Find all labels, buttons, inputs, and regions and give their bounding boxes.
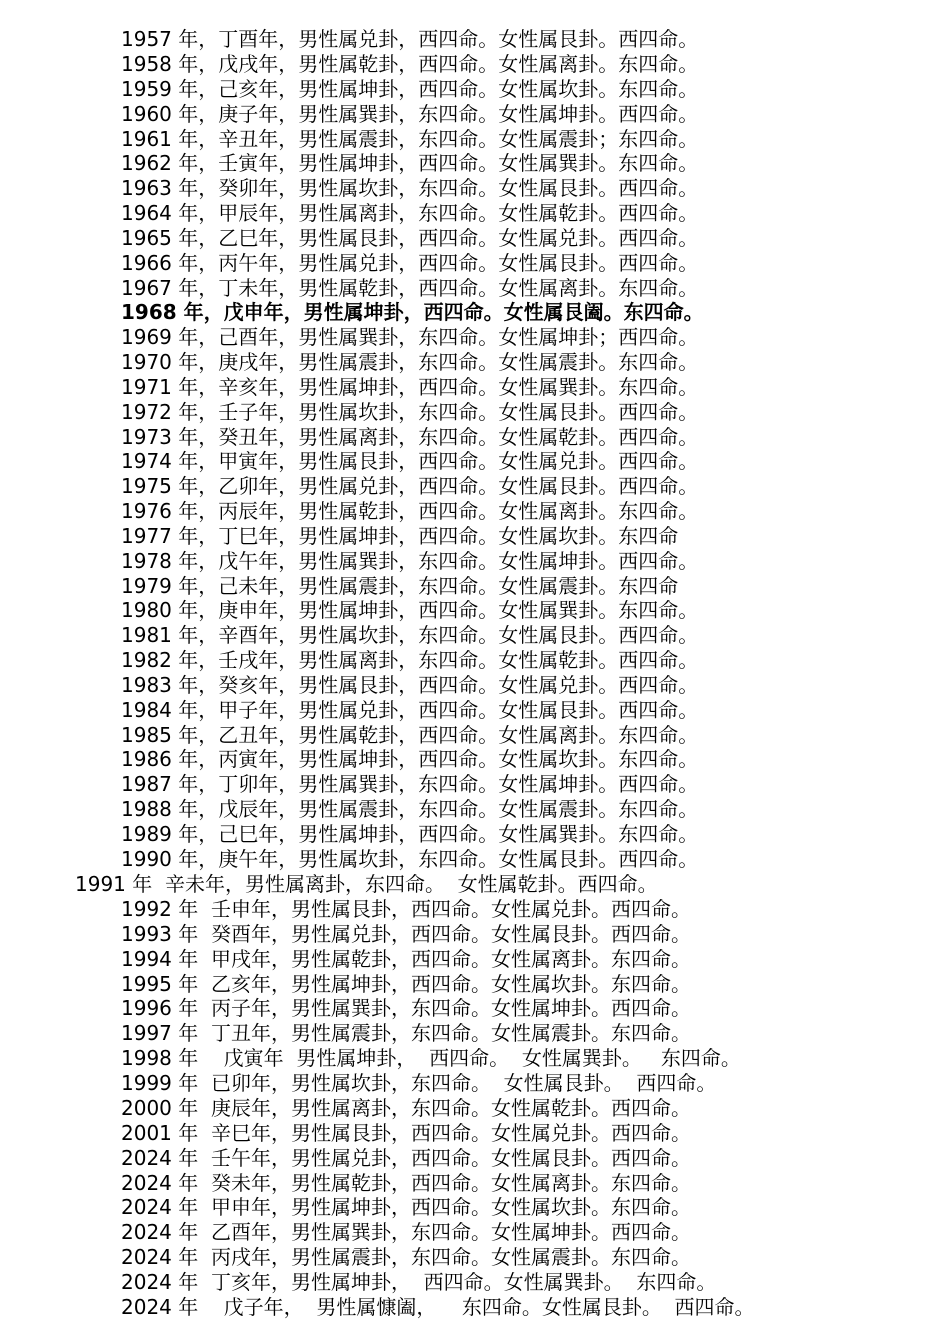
text-line: 1998 年 戊寅年 男性属坤卦， 西四命。 女性属巽卦。 东四命。 <box>121 1046 741 1070</box>
text-line: 1971 年，辛亥年，男性属坤卦，西四命。女性属巽卦。东四命。 <box>121 375 699 399</box>
text-line: 1995 年 乙亥年，男性属坤卦，西四命。女性属坎卦。东四命。 <box>121 972 691 996</box>
text-line: 1976 年，丙辰年，男性属乾卦，西四命。女性属离卦。东四命。 <box>121 499 699 523</box>
text-line: 2024 年 壬午年，男性属兑卦，西四命。女性属艮卦。西四命。 <box>121 1146 691 1170</box>
text-line: 1982 年，壬戌年，男性属离卦，东四命。女性属乾卦。西四命。 <box>121 648 699 672</box>
text-line: 1972 年，壬子年，男性属坎卦，东四命。女性属艮卦。西四命。 <box>121 400 699 424</box>
text-line: 1957 年，丁酉年，男性属兑卦，西四命。女性属艮卦。西四命。 <box>121 27 699 51</box>
text-line: 1987 年，丁卯年，男性属巽卦，东四命。女性属坤卦。西四命。 <box>121 772 699 796</box>
text-line: 2024 年 丙戌年，男性属震卦，东四命。女性属震卦。东四命。 <box>121 1245 691 1269</box>
text-line: 1984 年，甲子年，男性属兑卦，西四命。女性属艮卦。西四命。 <box>121 698 699 722</box>
text-line: 1961 年，辛丑年，男性属震卦，东四命。女性属震卦；东四命。 <box>121 127 699 151</box>
text-line: 1999 年 已卯年，男性属坎卦，东四命。 女性属艮卦。 西四命。 <box>121 1071 717 1095</box>
text-line: 2024 年 丁亥年，男性属坤卦， 西四命。女性属巽卦。 东四命。 <box>121 1270 717 1294</box>
text-line: 1985 年，乙丑年，男性属乾卦，西四命。女性属离卦。东四命。 <box>121 723 699 747</box>
text-line: 1988 年，戊辰年，男性属震卦，东四命。女性属震卦。东四命。 <box>121 797 699 821</box>
text-line: 2024 年 甲申年，男性属坤卦，西四命。女性属坎卦。东四命。 <box>121 1195 691 1219</box>
text-line: 1990 年，庚午年，男性属坎卦，东四命。女性属艮卦。西四命。 <box>121 847 699 871</box>
text-line: 1965 年，乙巳年，男性属艮卦，西四命。女性属兑卦。西四命。 <box>121 226 699 250</box>
text-line: 1962 年，壬寅年，男性属坤卦，西四命。女性属巽卦。东四命。 <box>121 151 699 175</box>
text-line: 2024 年 乙酉年，男性属巽卦，东四命。女性属坤卦。西四命。 <box>121 1220 691 1244</box>
text-line: 1974 年，甲寅年，男性属艮卦，西四命。女性属兑卦。西四命。 <box>121 449 699 473</box>
text-line: 1967 年，丁未年，男性属乾卦，西四命。女性属离卦。东四命。 <box>121 276 699 300</box>
text-line: 1992 年 壬申年，男性属艮卦，西四命。女性属兑卦。西四命。 <box>121 897 691 921</box>
text-line-bold: 1968 年，戊申年，男性属坤卦，西四命。女性属艮阖。东四命。 <box>121 300 704 324</box>
text-line: 1958 年，戊戌年，男性属乾卦，西四命。女性属离卦。东四命。 <box>121 52 699 76</box>
text-line: 1964 年，甲辰年，男性属离卦，东四命。女性属乾卦。西四命。 <box>121 201 699 225</box>
text-line: 1997 年 丁丑年，男性属震卦，东四命。女性属震卦。东四命。 <box>121 1021 691 1045</box>
text-line: 1960 年，庚子年，男性属巽卦，东四命。女性属坤卦。西四命。 <box>121 102 699 126</box>
text-line: 1981 年，辛酉年，男性属坎卦，东四命。女性属艮卦。西四命。 <box>121 623 699 647</box>
text-line: 1993 年 癸酉年，男性属兑卦，西四命。女性属艮卦。西四命。 <box>121 922 691 946</box>
text-line: 2000 年 庚辰年，男性属离卦，东四命。女性属乾卦。西四命。 <box>121 1096 691 1120</box>
text-line: 1970 年，庚戌年，男性属震卦，东四命。女性属震卦。东四命。 <box>121 350 699 374</box>
text-line: 1983 年，癸亥年，男性属艮卦，西四命。女性属兑卦。西四命。 <box>121 673 699 697</box>
text-line: 1969 年，己酉年，男性属巽卦，东四命。女性属坤卦；西四命。 <box>121 325 699 349</box>
text-line: 1975 年，乙卯年，男性属兑卦，西四命。女性属艮卦。西四命。 <box>121 474 699 498</box>
text-line: 1996 年 丙子年，男性属巽卦，东四命。女性属坤卦。西四命。 <box>121 996 691 1020</box>
text-line: 1986 年，丙寅年，男性属坤卦，西四命。女性属坎卦。东四命。 <box>121 747 699 771</box>
text-line: 1963 年，癸卯年，男性属坎卦，东四命。女性属艮卦。西四命。 <box>121 176 699 200</box>
text-line: 2024 年 癸未年，男性属乾卦，西四命。女性属离卦。东四命。 <box>121 1171 691 1195</box>
text-line-outdent: 1991 年 辛未年，男性属离卦，东四命。 女性属乾卦。西四命。 <box>75 872 658 896</box>
text-line: 1966 年，丙午年，男性属兑卦，西四命。女性属艮卦。西四命。 <box>121 251 699 275</box>
text-line: 1994 年 甲戌年，男性属乾卦，西四命。女性属离卦。东四命。 <box>121 947 691 971</box>
text-line: 2001 年 辛巳年，男性属艮卦，西四命。女性属兑卦。西四命。 <box>121 1121 691 1145</box>
text-line: 1978 年，戊午年，男性属巽卦，东四命。女性属坤卦。西四命。 <box>121 549 699 573</box>
text-line: 1989 年，己巳年，男性属坤卦，西四命。女性属巽卦。东四命。 <box>121 822 699 846</box>
text-line: 1973 年，癸丑年，男性属离卦，东四命。女性属乾卦。西四命。 <box>121 425 699 449</box>
text-line: 1959 年，己亥年，男性属坤卦，西四命。女性属坎卦。东四命。 <box>121 77 699 101</box>
text-line: 1977 年，丁巳年，男性属坤卦，西四命。女性属坎卦。东四命 <box>121 524 679 548</box>
text-line: 1980 年，庚申年，男性属坤卦，西四命。女性属巽卦。东四命。 <box>121 598 699 622</box>
text-line: 1979 年，己未年，男性属震卦，东四命。女性属震卦。东四命 <box>121 574 679 598</box>
text-line: 2024 年 戊子年， 男性属慷阖， 东四命。女性属艮卦。 西四命。 <box>121 1295 755 1319</box>
